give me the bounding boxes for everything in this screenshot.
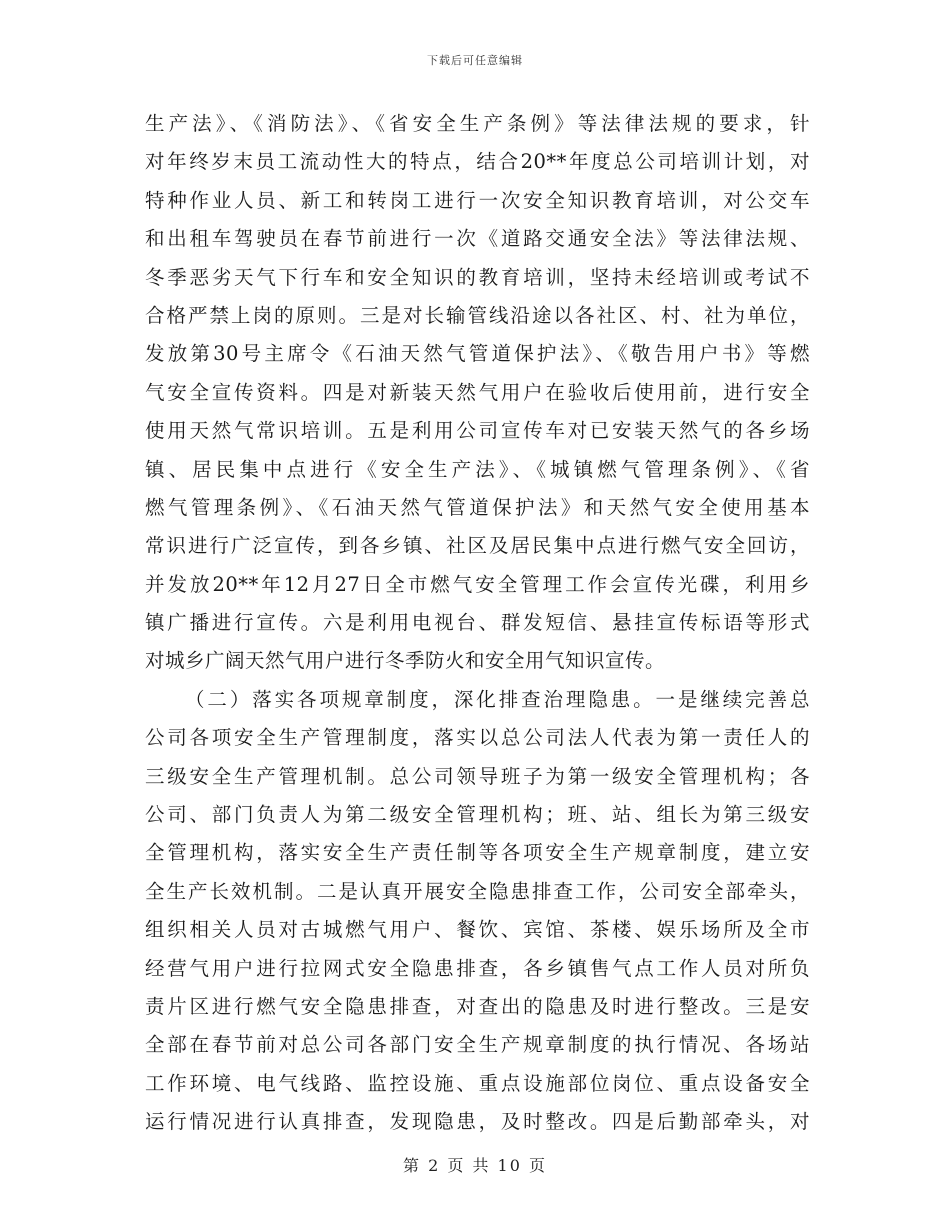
text-line: 镇广播进行宣传。六是利用电视台、群发短信、悬挂宣传标语等形式: [145, 611, 810, 635]
text-line: 全生产长效机制。二是认真开展安全隐患排查工作，公司安全部牵头，: [145, 879, 810, 903]
page-header: 下载后可任意编辑: [427, 54, 523, 67]
text-line: 特种作业人员、新工和转岗工进行一次安全知识教育培训，对公交车: [145, 188, 810, 212]
text-line: 公司各项安全生产管理制度，落实以总公司法人代表为第一责任人的: [145, 726, 810, 750]
text-line: 并发放20**年12月27日全市燃气安全管理工作会宣传光碟，利用乡: [145, 572, 810, 596]
text-line: 镇、居民集中点进行《安全生产法》、《城镇燃气管理条例》、《省: [145, 457, 810, 481]
paragraph-start-line: （二）落实各项规章制度，深化排查治理隐患。一是继续完善总: [185, 687, 810, 711]
text-line: 生产法》、《消防法》、《省安全生产条例》等法律法规的要求，针: [145, 112, 810, 135]
text-line: 燃气管理条例》、《石油天然气管道保护法》和天然气安全使用基本: [145, 495, 810, 519]
text-line: 三级安全生产管理机制。总公司领导班子为第一级安全管理机构；各: [145, 764, 810, 788]
text-line: 常识进行广泛宣传，到各乡镇、社区及居民集中点进行燃气安全回访，: [145, 534, 810, 558]
text-line: 气安全宣传资料。四是对新装天然气用户在验收后使用前，进行安全: [145, 380, 810, 404]
text-line: 运行情况进行认真排查，发现隐患，及时整改。四是后勤部牵头，对: [145, 1110, 810, 1134]
text-line: 工作环境、电气线路、监控设施、重点设施部位岗位、重点设备安全: [145, 1071, 810, 1095]
document-body: [145, 105, 810, 1142]
page-number-footer: 第 2 页 共 10 页: [403, 1156, 547, 1175]
text-line: 对城乡广阔天然气用户进行冬季防火和安全用气知识宣传。: [145, 649, 666, 673]
text-line: 和出租车驾驶员在春节前进行一次《道路交通安全法》等法律法规、: [145, 227, 810, 251]
text-line: 发放第30号主席令《石油天然气管道保护法》、《敬告用户书》等燃: [145, 342, 810, 366]
text-line: 冬季恶劣天气下行车和安全知识的教育培训，坚持未经培训或考试不: [145, 265, 810, 289]
text-line: 责片区进行燃气安全隐患排查，对查出的隐患及时进行整改。三是安: [145, 994, 810, 1018]
text-line: 经营气用户进行拉网式安全隐患排查，各乡镇售气点工作人员对所负: [145, 956, 810, 980]
text-line: 公司、部门负责人为第二级安全管理机构；班、站、组长为第三级安: [145, 803, 810, 827]
text-line: 全部在春节前对总公司各部门安全生产规章制度的执行情况、各场站: [145, 1033, 810, 1057]
text-line: 合格严禁上岗的原则。三是对长输管线沿途以各社区、村、社为单位，: [145, 303, 810, 327]
text-line: 全管理机构，落实安全生产责任制等各项安全生产规章制度，建立安: [145, 841, 810, 865]
text-line: 组织相关人员对古城燃气用户、餐饮、宾馆、茶楼、娱乐场所及全市: [145, 918, 810, 942]
text-line: 对年终岁末员工流动性大的特点，结合20**年度总公司培训计划，对: [145, 150, 810, 174]
text-line: 使用天然气常识培训。五是利用公司宣传车对已安装天然气的各乡场: [145, 419, 810, 443]
